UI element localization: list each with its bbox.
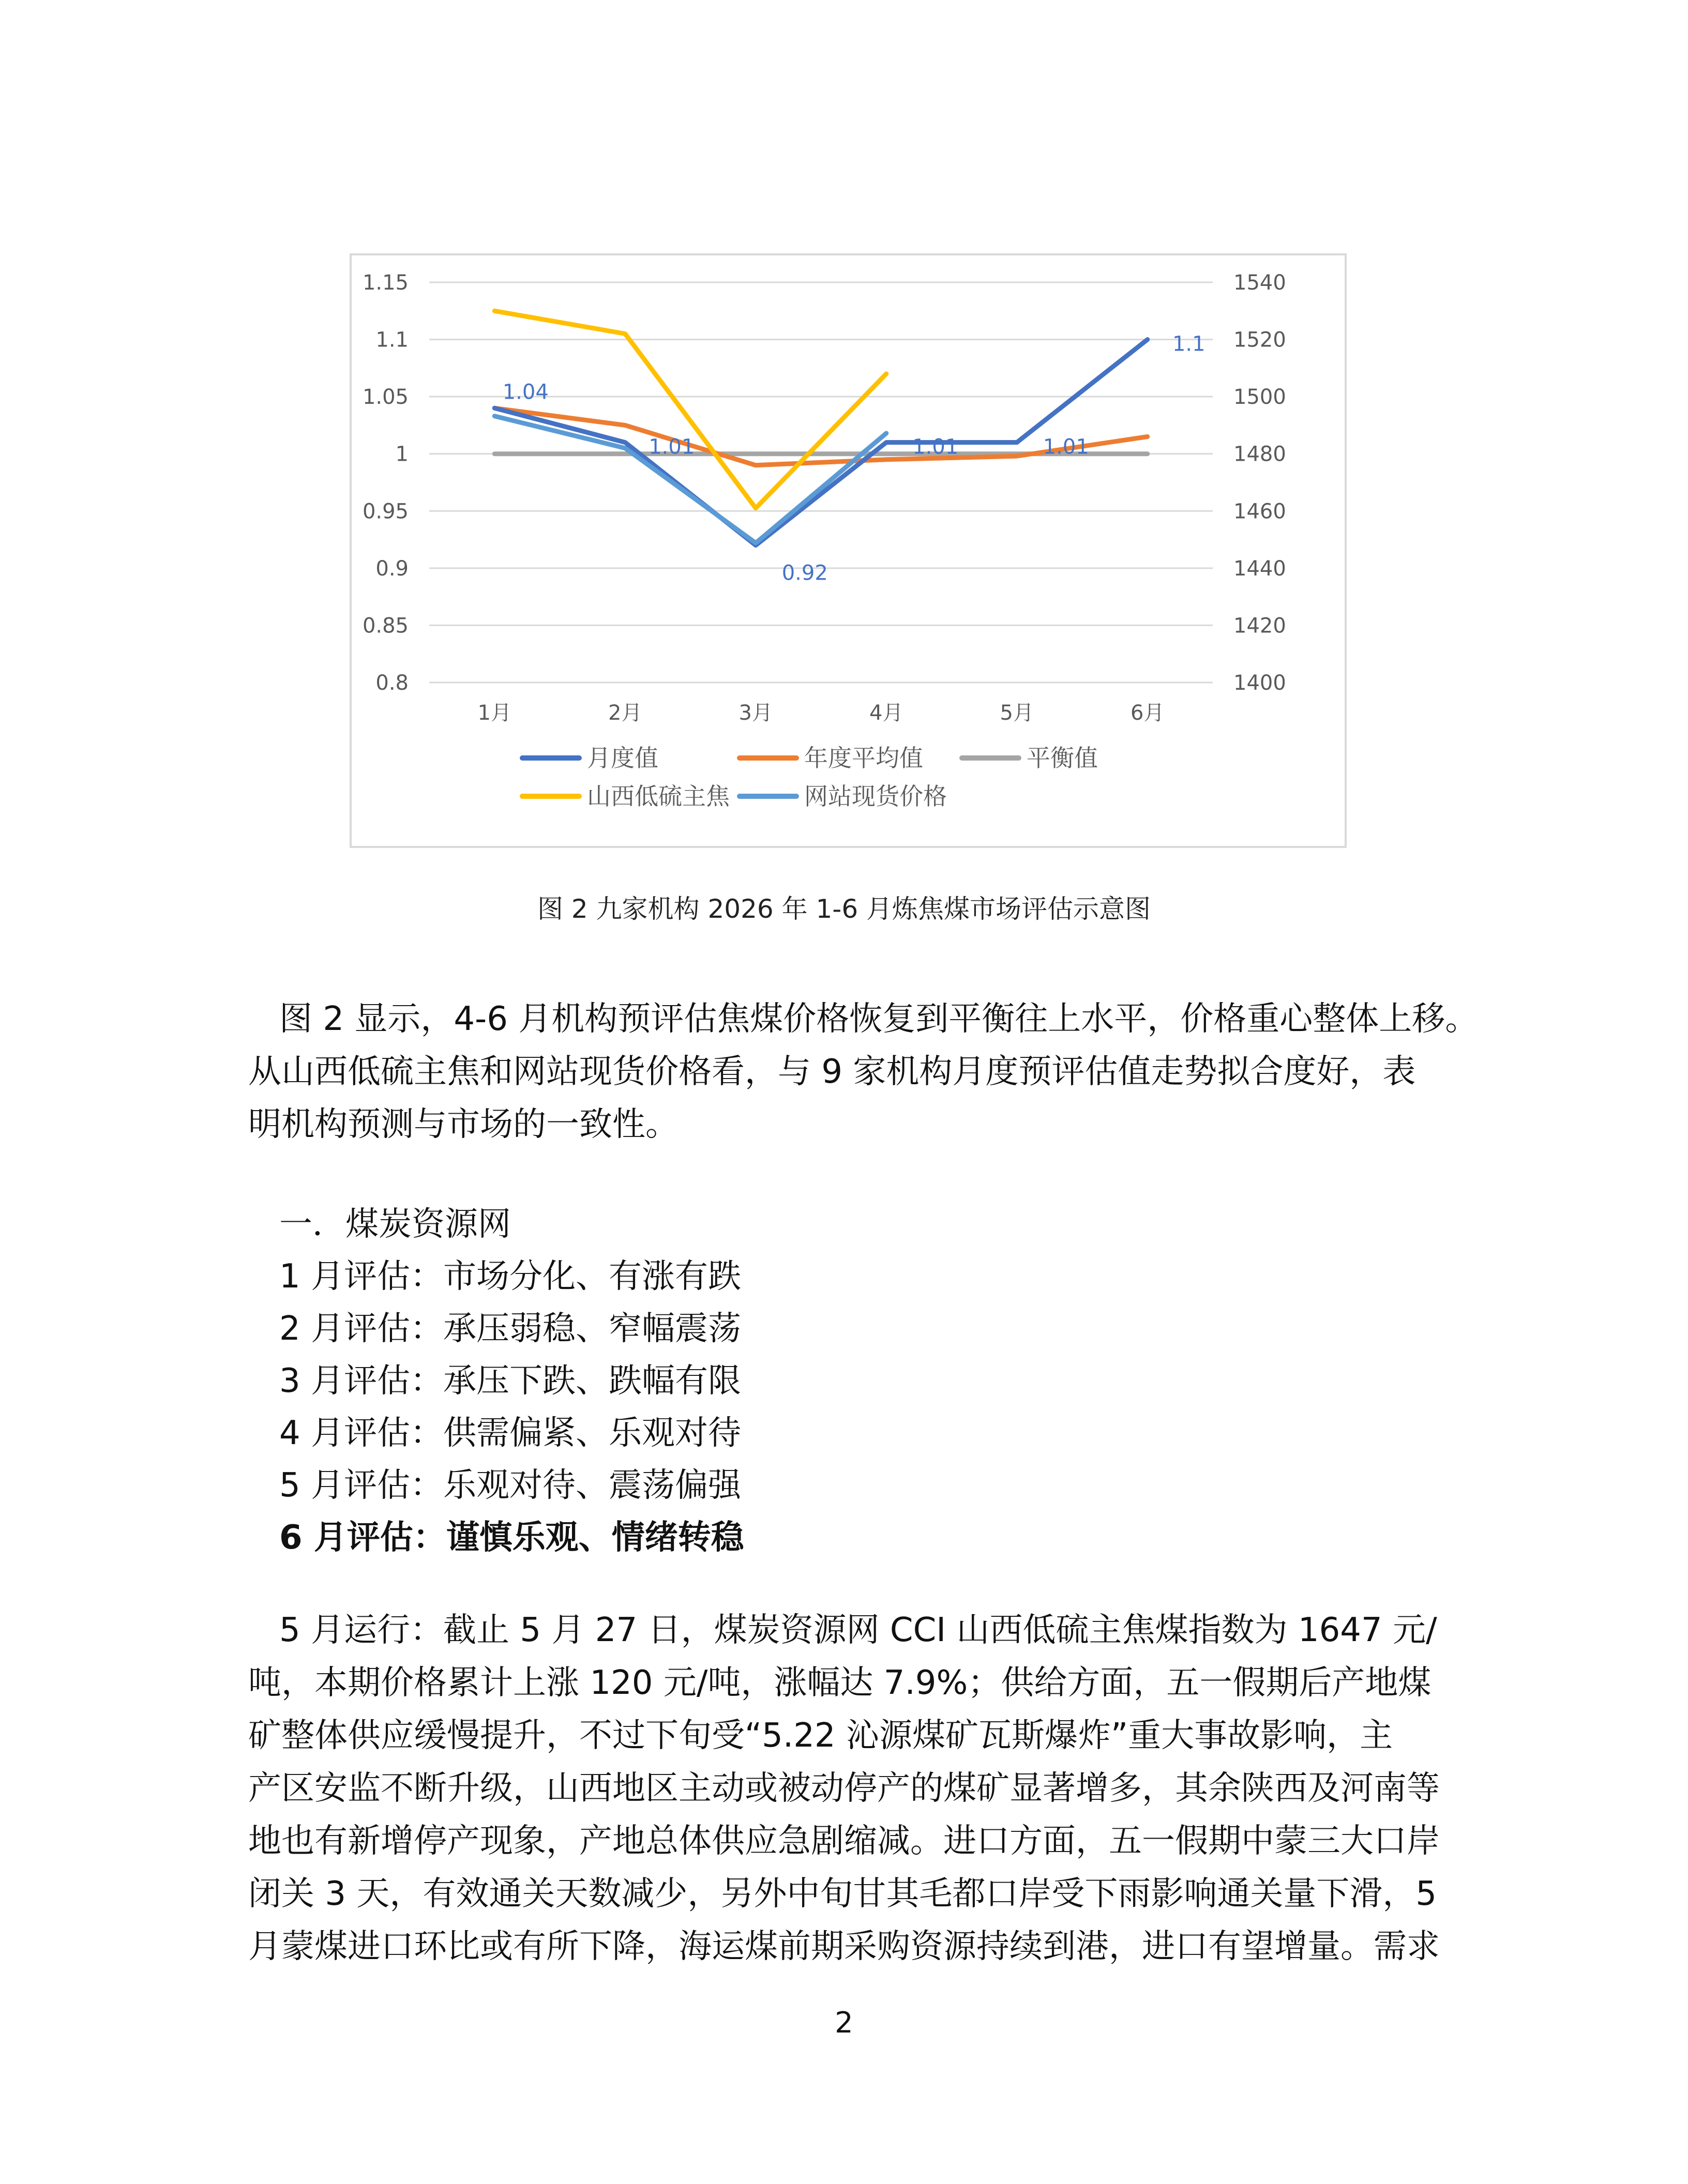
data-label: 1.04: [502, 380, 549, 404]
data-label: 1.01: [1043, 435, 1089, 459]
chart-container: [350, 253, 1347, 848]
list-item: 4 月评估：供需偏紧、乐观对待: [279, 1414, 742, 1452]
page-number: 2: [835, 2006, 853, 2040]
data-label: 1.01: [649, 435, 695, 459]
y-right-tick-label: 1460: [1233, 499, 1286, 524]
paragraph-line: 从山西低硫主焦和网站现货价格看，与 9 家机构月度预评估值走势拟合度好，表: [248, 1053, 1416, 1091]
x-tick-label: 3月: [739, 701, 773, 725]
list-item: 3 月评估：承压下跌、跌幅有限: [279, 1362, 742, 1400]
y-right-tick-label: 1420: [1233, 614, 1286, 638]
y-right-tick-label: 1500: [1233, 385, 1286, 410]
paragraph-line: 地也有新增停产现象，产地总体供应急剧缩减。进口方面，五一假期中蒙三大口岸: [248, 1822, 1440, 1860]
data-label: 1.01: [912, 435, 959, 459]
list-item: 5 月评估：乐观对待、震荡偏强: [279, 1466, 742, 1505]
y-left-tick-label: 1: [395, 442, 409, 466]
paragraph-line: 图 2 显示，4-6 月机构预评估焦煤价格恢复到平衡往上水平，价格重心整体上移。: [279, 1000, 1479, 1038]
y-right-tick-label: 1540: [1233, 271, 1286, 295]
paragraph-may-operation: [248, 1604, 1438, 1973]
paragraph-line: 吨，本期价格累计上涨 120 元/吨，涨幅达 7.9%；供给方面，五一假期后产地煤: [248, 1664, 1431, 1702]
section-title: 一．煤炭资源网: [279, 1205, 511, 1243]
paragraph-line: 闭关 3 天，有效通关天数减少，另外中旬甘其毛都口岸受下雨影响通关量下滑，5: [248, 1875, 1437, 1913]
list-item-bold: 6 月评估：谨慎乐观、情绪转稳: [279, 1519, 744, 1557]
y-left-tick-label: 0.9: [375, 556, 409, 581]
figure-caption: 图 2 九家机构 2026 年 1-6 月炼焦煤市场评估示意图: [537, 894, 1151, 924]
legend-label: 年度平均值: [804, 744, 923, 772]
series-line: [494, 311, 886, 508]
y-right-tick-label: 1440: [1233, 556, 1286, 581]
y-left-tick-label: 0.85: [362, 614, 409, 638]
legend-label: 山西低硫主焦: [587, 782, 730, 810]
legend-label: 平衡值: [1027, 744, 1098, 772]
paragraph-line: 明机构预测与市场的一致性。: [248, 1105, 679, 1144]
data-label: 1.1: [1172, 332, 1205, 356]
x-tick-label: 4月: [869, 701, 903, 725]
paragraph-line: 矿整体供应缓慢提升，不过下旬受“5.22 沁源煤矿瓦斯爆炸”重大事故影响，主: [248, 1717, 1393, 1755]
paragraph-line: 产区安监不断升级，山西地区主动或被动停产的煤矿显著增多，其余陕西及河南等: [248, 1769, 1440, 1808]
y-left-tick-label: 1.05: [362, 385, 409, 410]
line-chart: [352, 255, 1345, 846]
y-left-tick-label: 0.95: [362, 499, 409, 524]
y-right-tick-label: 1400: [1233, 671, 1286, 695]
evaluation-list: [279, 1199, 744, 1564]
paragraph-analysis: [248, 993, 1479, 1151]
y-left-tick-label: 0.8: [375, 671, 409, 695]
paragraph-line: 月蒙煤进口环比或有所下降，海运煤前期采购资源持续到港，进口有望增量。需求: [248, 1928, 1440, 1966]
x-tick-label: 2月: [608, 701, 642, 725]
legend-label: 网站现货价格: [804, 782, 947, 810]
list-item: 2 月评估：承压弱稳、窄幅震荡: [279, 1310, 742, 1348]
y-right-tick-label: 1480: [1233, 442, 1286, 466]
x-tick-label: 6月: [1131, 701, 1165, 725]
y-left-tick-label: 1.1: [375, 328, 409, 352]
paragraph-line: 5 月运行：截止 5 月 27 日，煤炭资源网 CCI 山西低硫主焦煤指数为 1647 元/: [279, 1611, 1437, 1649]
y-right-tick-label: 1520: [1233, 328, 1286, 352]
y-left-tick-label: 1.15: [362, 271, 409, 295]
x-tick-label: 5月: [1000, 701, 1034, 725]
data-label: 0.92: [781, 561, 828, 585]
list-item: 1 月评估：市场分化、有涨有跌: [279, 1257, 742, 1296]
legend-label: 月度值: [587, 744, 658, 772]
x-tick-label: 1月: [477, 701, 511, 725]
